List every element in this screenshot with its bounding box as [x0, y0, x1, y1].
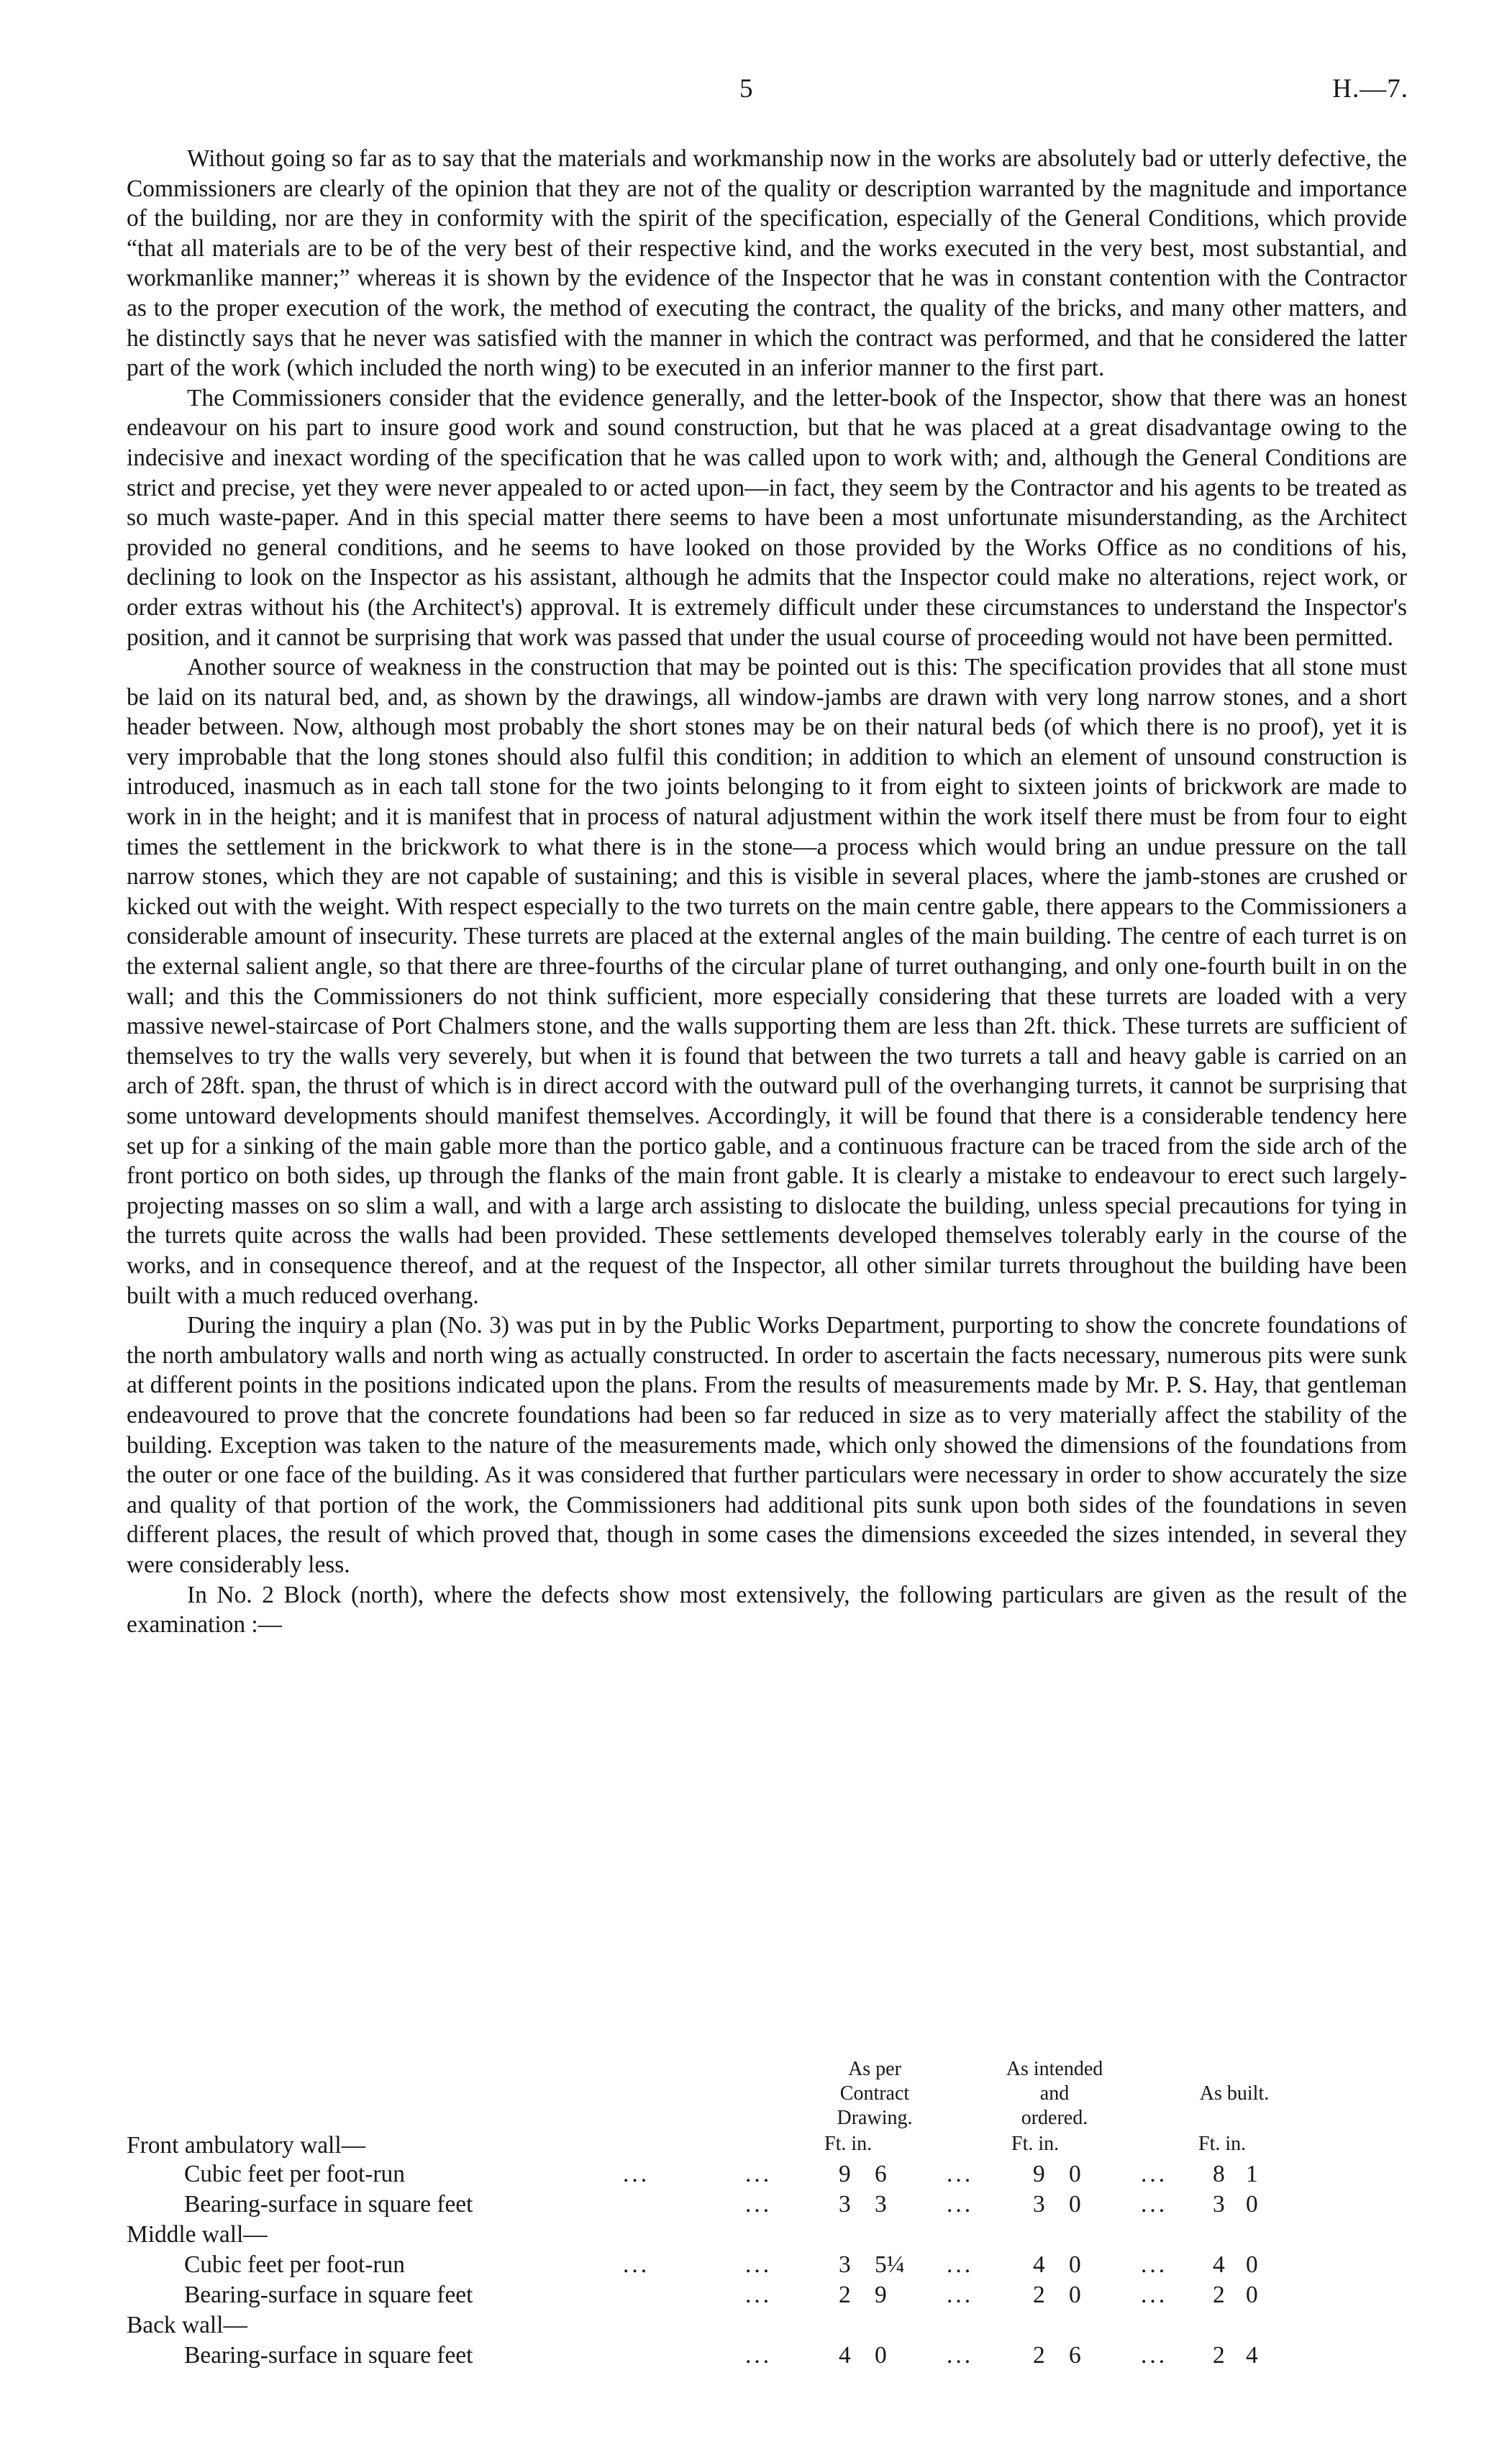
- table-row: [127, 2191, 1407, 2221]
- intended-in: 6: [1069, 2342, 1081, 2369]
- row-label: Bearing-surface in square feet: [184, 2282, 473, 2308]
- header-line: As per: [848, 2058, 901, 2080]
- table-row: [127, 2282, 1407, 2312]
- contract-ft: 9: [839, 2161, 851, 2187]
- built-ft: 2: [1213, 2282, 1225, 2308]
- leader-dots: ...: [745, 2161, 773, 2187]
- header-contract: [810, 2057, 939, 2131]
- built-in: 1: [1246, 2161, 1258, 2187]
- header-line: As intended: [1006, 2058, 1103, 2080]
- leader-dots: ...: [623, 2161, 650, 2187]
- units-contract: Ft. in.: [824, 2133, 873, 2155]
- built-in: 0: [1246, 2191, 1258, 2218]
- header-line: and: [1039, 2082, 1070, 2105]
- document-reference: H.—7.: [1332, 74, 1408, 104]
- leader-dots: ...: [947, 2161, 974, 2187]
- header-line: Drawing.: [837, 2107, 913, 2129]
- built-ft: 2: [1213, 2342, 1225, 2369]
- intended-ft: 4: [1033, 2251, 1045, 2278]
- intended-in: 0: [1069, 2161, 1081, 2187]
- header-line: As built.: [1199, 2082, 1270, 2105]
- row-label: Cubic feet per foot-run: [184, 2251, 405, 2278]
- built-in: 0: [1246, 2251, 1258, 2278]
- contract-in: 3: [875, 2191, 887, 2218]
- contract-ft: 4: [839, 2342, 851, 2369]
- leader-dots: ...: [745, 2251, 773, 2278]
- leader-dots: ...: [947, 2342, 974, 2369]
- contract-ft: 3: [839, 2251, 851, 2278]
- intended-ft: 3: [1033, 2191, 1045, 2218]
- contract-in: 6: [875, 2161, 887, 2187]
- intended-ft: 2: [1033, 2342, 1045, 2369]
- contract-in: 5¼: [875, 2251, 905, 2278]
- intended-in: 0: [1069, 2251, 1081, 2278]
- header-line: Contract: [839, 2082, 910, 2105]
- table-row: [127, 2251, 1407, 2282]
- leader-dots: ...: [1141, 2282, 1168, 2308]
- page-number: 5: [739, 74, 753, 104]
- built-ft: 3: [1213, 2191, 1225, 2218]
- built-in: 0: [1246, 2282, 1258, 2308]
- contract-ft: 3: [839, 2191, 851, 2218]
- table-row: [127, 2161, 1407, 2191]
- section-title: Front ambulatory wall—: [127, 2132, 365, 2159]
- table-row: [127, 2342, 1407, 2372]
- header-line: ordered.: [1021, 2107, 1088, 2129]
- section-title: Middle wall—: [127, 2221, 268, 2248]
- paragraph-inspector: The Commissioners consider that the evidence generally, and the letter-book of the Inspector, show that there was an honest endeavour on his part to insure good work and sound construction, but that he was placed at a great disadvantage owing to the indecisive and inexact wording of the specification that he was called upon to work with; and, although the General Conditions are strict and precise, yet they were never appealed to or acted upon—in fact, they seem by the Contractor and his agents to be treated as so much waste-paper. And in this special matter there seems to have been a most unfortunate misunderstanding, as the Architect provided no general conditions, and he seems to have looked on those provided by the Works Office as no conditions of his, declining to look on the Inspector as his assistant, although he admits that the Inspector could make no alterations, reject work, or order extras without his (the Architect's) approval. It is extremely difficult under these circumstances to understand the Inspector's position, and it cannot be surprising that work was passed that under the usual course of proceeding would not have been permitted.: [127, 384, 1407, 651]
- header-built: [1170, 2082, 1299, 2106]
- built-in: 4: [1246, 2342, 1258, 2369]
- paragraph-weakness: Another source of weakness in the construction that may be pointed out is this: The specification provides that all stone must be laid on its natural bed, and, as shown by the drawings, all window-jambs are drawn with very long narrow stones, and a short header between. Now, although most probably the short stones may be on their natural beds (of which there is no proof), yet it is very improbable that the long stones should also fulfil this condition; in addition to which an element of unsound construction is introduced, inasmuch as in each tall stone for the two joints belonging to it from eight to sixteen joints of brickwork are made to work in in the height; and it is manifest that in process of natural adjustment within the work itself there must be from four to eight times the settlement in the brickwork to what there is in the stone—a process which would bring an undue pressure on the tall narrow stones, which they are not capable of sustaining; and this is visible in several places, where the jamb-stones are crushed or kicked out with the weight. With respect especially to the two turrets on the main centre gable, there appears to the Commissioners a considerable amount of insecurity. These turrets are placed at the external angles of the main building. The centre of each turret is on the external salient angle, so that there are three-fourths of the circular plane of turret outhanging, and only one-fourth built in on the wall; and this the Commissioners do not think sufficient, more especially considering that these turrets are loaded with a very massive newel-staircase of Port Chalmers stone, and the walls supporting them are less than 2ft. thick. These turrets are sufficient of themselves to try the walls very severely, but when it is found that between the two turrets a tall and heavy gable is carried on an arch of 28ft. span, the thrust of which is in direct accord with the outward pull of the overhanging turrets, it cannot be surprising that some untoward developments should manifest themselves. Accordingly, it will be found that there is a considerable tendency here set up for a sinking of the main gable more than the portico gable, and a continuous fracture can be traced from the side arch of the front portico on both sides, up through the flanks of the main front gable. It is clearly a mistake to endeavour to erect such largely-projecting masses on so slim a wall, and with a large arch assisting to dislocate the building, unless special precautions for tying in the turrets quite across the walls had been provided. These settlements developed themselves tolerably early in the course of the works, and in consequence thereof, and at the request of the Inspector, all other similar turrets throughout the building have been built with a much reduced overhang.: [127, 654, 1407, 1309]
- built-ft: 4: [1213, 2251, 1225, 2278]
- paragraph-inquiry: During the inquiry a plan (No. 3) was put in by the Public Works Department, purporting to show the concrete foundations of the north ambulatory walls and north wing as actually constructed. In order to ascertain the facts necessary, numerous pits were sunk at different points in the positions indicated upon the plans. From the results of measurements made by Mr. P. S. Hay, that gentleman endeavoured to prove that the concrete foundations had been so far reduced in size as to very materially affect the stability of the building. Exception was taken to the nature of the measurements made, which only showed the dimensions of the foundations from the outer or one face of the building. As it was considered that further particulars were necessary in order to show accurately the size and quality of that portion of the work, the Commissioners had additional pits sunk upon both sides of the foundations in seven different places, the result of which proved that, though in some cases the dimensions exceeded the sizes intended, in several they were considerably less.: [127, 1312, 1407, 1578]
- body-text: [127, 144, 1407, 1640]
- leader-dots: ...: [1141, 2161, 1168, 2187]
- leader-dots: ...: [947, 2251, 974, 2278]
- intended-ft: 2: [1033, 2282, 1045, 2308]
- section-front-ambulatory: [127, 2132, 1407, 2162]
- intended-in: 0: [1069, 2282, 1081, 2308]
- contract-in: 0: [875, 2342, 887, 2369]
- leader-dots: ...: [1141, 2251, 1168, 2278]
- row-label: Bearing-surface in square feet: [184, 2342, 473, 2369]
- contract-ft: 2: [839, 2282, 851, 2308]
- row-label: Cubic feet per foot-run: [184, 2161, 405, 2187]
- leader-dots: ...: [1141, 2191, 1168, 2218]
- units-intended: Ft. in.: [1011, 2133, 1060, 2155]
- contract-in: 9: [875, 2282, 887, 2308]
- intended-ft: 9: [1033, 2161, 1045, 2187]
- leader-dots: ...: [1141, 2342, 1168, 2369]
- header-intended: [975, 2057, 1134, 2131]
- intended-in: 0: [1069, 2191, 1081, 2218]
- built-ft: 8: [1213, 2161, 1225, 2187]
- section-middle-wall: [127, 2221, 1407, 2251]
- leader-dots: ...: [623, 2251, 650, 2278]
- paragraph-materials: Without going so far as to say that the materials and workmanship now in the works are absolutely bad or utterly defective, the Commissioners are clearly of the opinion that they are not of the quality or description warranted by the magnitude and importance of the building, nor are they in conformity with the spirit of the specification, especially of the General Conditions, which provide “that all materials are to be of the very best of their respective kind, and the works executed in the very best, most substantial, and workmanlike manner;” whereas it is shown by the evidence of the Inspector that he was in constant contention with the Contractor as to the proper execution of the work, the method of executing the contract, the quality of the bricks, and many other matters, and he distinctly says that he never was satisfied with the manner in which the contract was performed, and that he considered the latter part of the work (which included the north wing) to be executed in an inferior manner to the first part.: [127, 145, 1407, 382]
- leader-dots: ...: [745, 2282, 773, 2308]
- section-back-wall: [127, 2312, 1407, 2342]
- units-built: Ft. in.: [1198, 2133, 1247, 2155]
- section-title: Back wall—: [127, 2312, 247, 2338]
- row-label: Bearing-surface in square feet: [184, 2191, 473, 2218]
- leader-dots: ...: [745, 2342, 773, 2369]
- paragraph-block-intro: In No. 2 Block (north), where the defects show most extensively, the following particulars are given as the result of the examination :—: [127, 1581, 1407, 1639]
- leader-dots: ...: [947, 2282, 974, 2308]
- leader-dots: ...: [745, 2191, 773, 2218]
- leader-dots: ...: [947, 2191, 974, 2218]
